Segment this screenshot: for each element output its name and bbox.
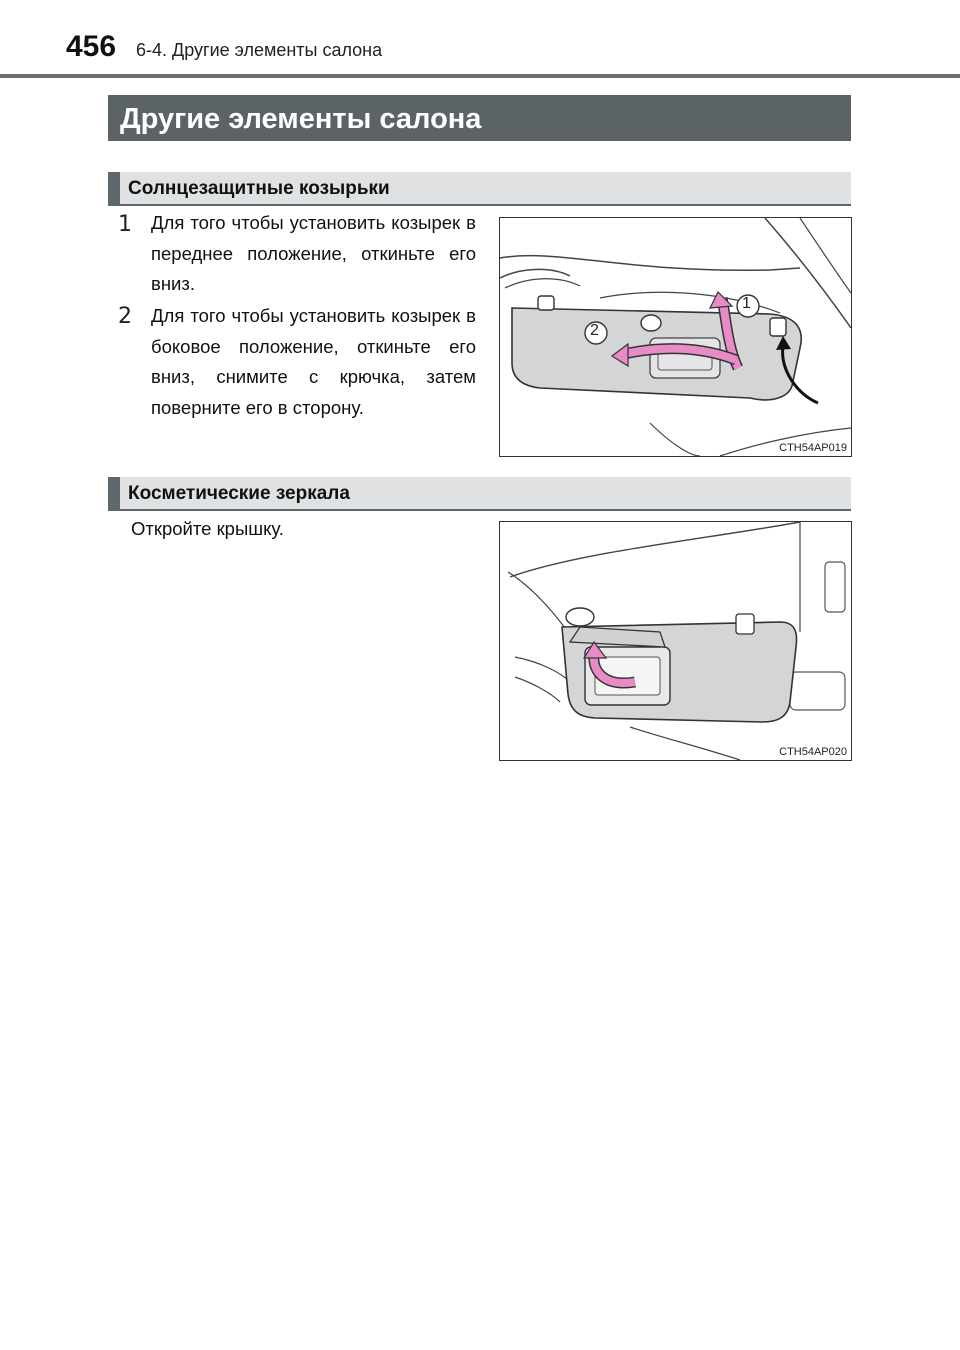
sun-visors-heading-text: Солнцезащитные козырьки xyxy=(128,178,390,199)
main-title-banner xyxy=(108,95,851,141)
running-head: 6-4. Другие элементы салона xyxy=(136,40,383,60)
main-title: Другие элементы салона xyxy=(120,103,482,135)
sun-visor-illustration xyxy=(500,218,851,456)
sun-visor-figure xyxy=(499,217,852,457)
vanity-mirror-figure xyxy=(499,521,852,761)
step-2-number: 2 xyxy=(118,304,132,329)
heading-marker xyxy=(108,172,120,206)
step-1 xyxy=(112,211,138,239)
callout-2: 2 xyxy=(590,322,599,339)
vanity-mirrors-heading-text: Косметические зеркала xyxy=(128,483,350,504)
step-2-text: Для того чтобы установить козырек в боковое положение, откиньте его вниз, снимите с крючка, затем поверните его в сторону. xyxy=(151,305,476,418)
sun-visors-heading xyxy=(108,172,851,206)
callout-1: 1 xyxy=(742,295,751,312)
vanity-mirror-text: Откройте крышку. xyxy=(131,518,284,539)
figure-code: CTH54AP020 xyxy=(779,746,847,758)
step-1-number: 1 xyxy=(118,212,132,237)
step-1-text: Для того чтобы установить козырек в переднее положение, откиньте его вниз. xyxy=(151,212,476,294)
heading-marker xyxy=(108,477,120,511)
step-2 xyxy=(112,303,138,331)
vanity-mirror-illustration xyxy=(500,522,851,760)
vanity-mirrors-heading xyxy=(108,477,851,511)
page-number: 456 xyxy=(66,30,117,63)
header-rule xyxy=(0,74,960,78)
figure-code: CTH54AP019 xyxy=(779,442,847,454)
